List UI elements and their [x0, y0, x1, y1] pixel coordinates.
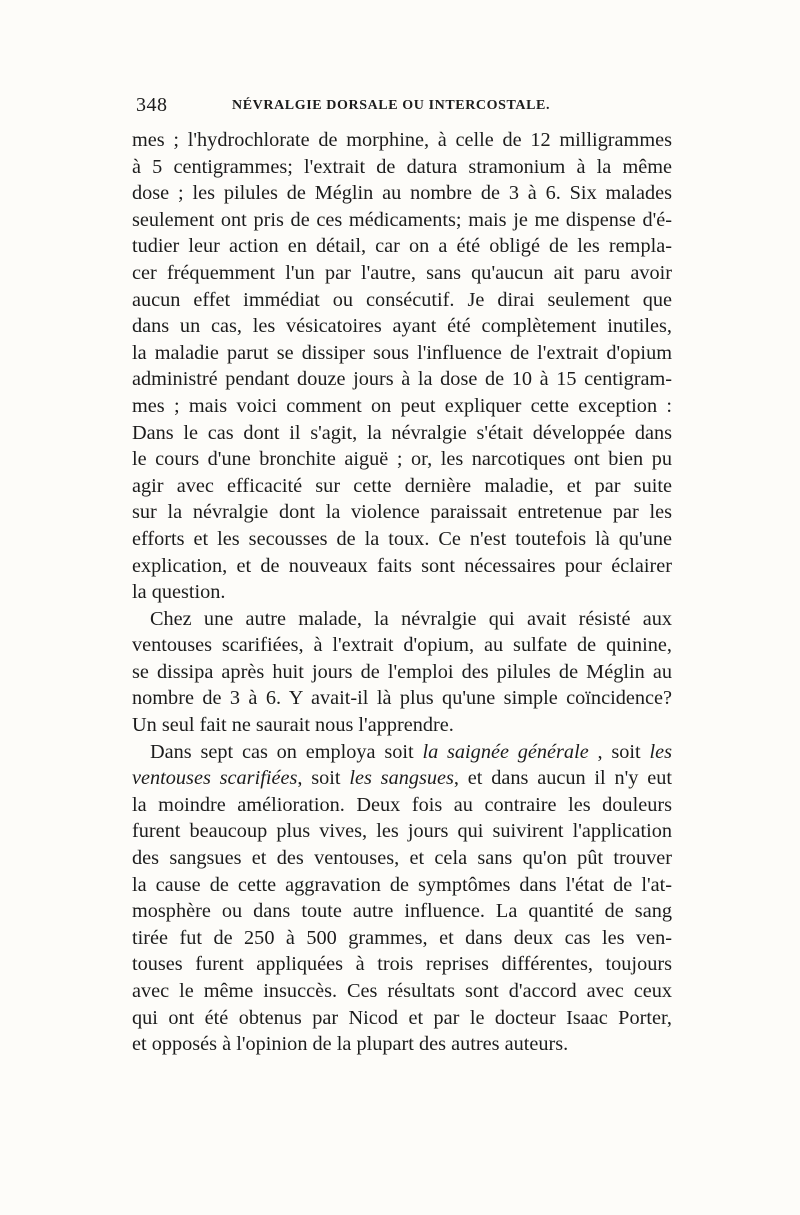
page-number: 348 — [136, 94, 168, 116]
text-line: seulement ont pris de ces médicaments; mais je me dispense d'é- — [132, 208, 672, 231]
text-line: qui ont été obtenus par Nicod et par le docteur Isaac Porter, — [132, 1006, 672, 1029]
text-line: la moindre amélioration. Deux fois au contraire les douleurs — [132, 793, 672, 816]
text-line: efforts et les secousses de la toux. Ce n'est toutefois là qu'une — [132, 527, 672, 550]
text-run: , soit — [588, 740, 650, 763]
text-line: tudier leur action en détail, car on a été obligé de les rempla- — [132, 235, 672, 258]
text-line: et opposés à l'opinion de la plupart des autres auteurs. — [132, 1033, 569, 1056]
paragraph — [132, 739, 672, 1058]
text-run: , et dans aucun il n'y eut — [453, 767, 672, 790]
text-line: la question. — [132, 581, 226, 604]
text-line: ventouses scarifiées, à l'extrait d'opium, au sulfate de quinine, — [132, 634, 672, 657]
text-line: mes ; mais voici comment on peut expliquer cette exception : — [132, 394, 672, 417]
body-text — [132, 127, 672, 1058]
italic-term: les sangsues — [349, 767, 454, 790]
text-line: Un seul fait ne saurait nous l'apprendre. — [132, 714, 454, 737]
text-line: administré pendant douze jours à la dose de 10 à 15 centigram- — [132, 368, 672, 391]
text-line: sur la névralgie dont la violence paraissait entretenue par les — [132, 501, 672, 524]
text-line: touses furent appliquées à trois reprises différentes, toujours — [132, 953, 672, 976]
text-line: explication, et de nouveaux faits sont nécessaires pour éclairer — [132, 554, 672, 577]
text-line: avec le même insuccès. Ces résultats sont d'accord avec ceux — [132, 980, 672, 1002]
italic-term: ventouses scarifiées — [132, 767, 298, 790]
text-line: furent beaucoup plus vives, les jours qui suivirent l'application — [132, 820, 672, 843]
text-line: agir avec efficacité sur cette dernière maladie, et par suite — [132, 474, 672, 497]
page-header — [136, 94, 672, 118]
text-line: la maladie parut se dissiper sous l'influence de l'extrait d'opium — [132, 341, 672, 364]
text-line: des sangsues et des ventouses, et cela sans qu'on pût trouver — [132, 847, 672, 870]
text-line: dose ; les pilules de Méglin au nombre de 3 à 6. Six malades — [132, 182, 672, 205]
text-line: mes ; l'hydrochlorate de morphine, à celle de 12 milligrammes — [132, 129, 672, 151]
paragraph — [132, 606, 672, 739]
text-line: à 5 centigrammes; l'extrait de datura stramonium à la même — [132, 155, 672, 178]
text-line: Chez une autre malade, la névralgie qui avait résisté aux — [150, 607, 672, 630]
text-line: Dans le cas dont il s'agit, la névralgie s'était développée dans — [132, 421, 672, 444]
text-line: se dissipa après huit jours de l'emploi des pilules de Méglin au — [132, 660, 672, 683]
italic-term: les — [649, 740, 673, 763]
text-line — [132, 739, 672, 766]
text-run: , soit — [297, 767, 350, 790]
text-run: Dans sept cas on employa soit — [150, 740, 423, 763]
paragraph — [132, 127, 672, 606]
text-line: tirée fut de 250 à 500 grammes, et dans deux cas les ven- — [132, 926, 672, 949]
text-line: la cause de cette aggravation de symptômes dans l'état de l'at- — [132, 873, 672, 896]
text-line: le cours d'une bronchite aiguë ; or, les narcotiques ont bien pu — [132, 448, 672, 471]
running-title: NÉVRALGIE DORSALE OU INTERCOSTALE. — [232, 98, 551, 113]
text-line — [132, 765, 672, 792]
italic-term: la saignée générale — [422, 740, 589, 763]
text-line: cer fréquemment l'un par l'autre, sans qu'aucun ait paru avoir — [132, 261, 672, 284]
text-line: mosphère ou dans toute autre influence. La quantité de sang — [132, 900, 672, 923]
text-line: nombre de 3 à 6. Y avait-il là plus qu'une simple coïncidence? — [132, 687, 672, 710]
text-line: aucun effet immédiat ou consécutif. Je dirai seulement que — [132, 288, 672, 311]
text-line: dans un cas, les vésicatoires ayant été complètement inutiles, — [132, 315, 672, 338]
